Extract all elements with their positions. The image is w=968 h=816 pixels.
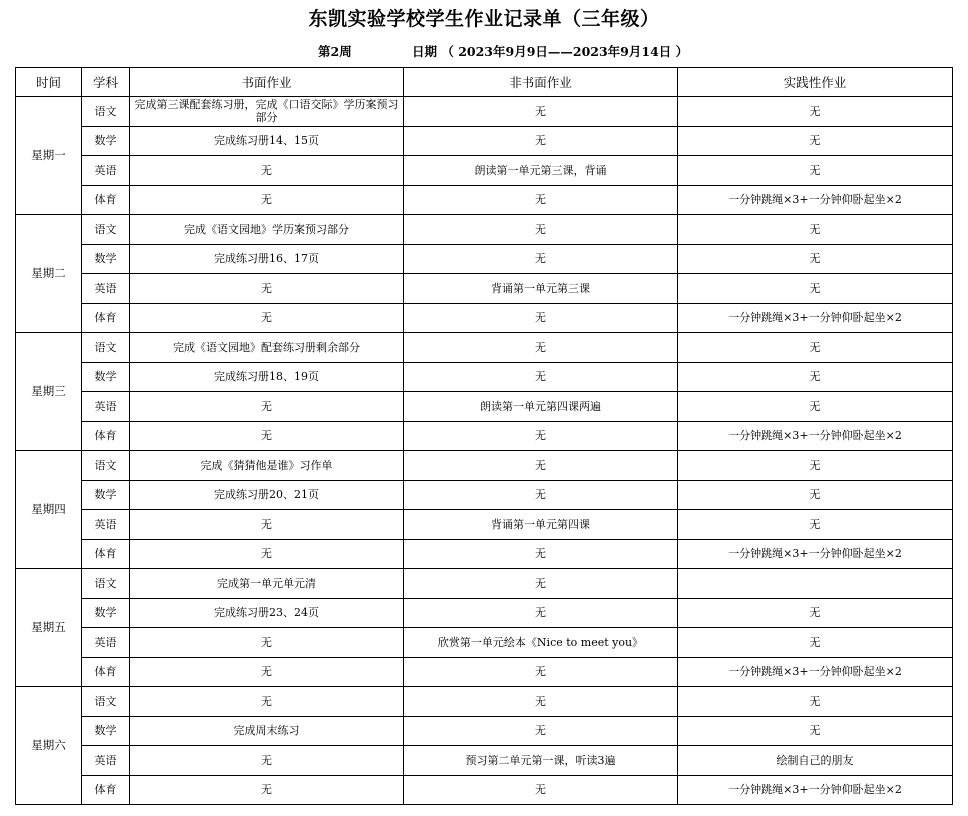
written-cell: 完成《语文园地》配套练习册剩余部分 — [130, 333, 404, 363]
table-row — [16, 569, 953, 599]
table-header-row — [16, 68, 953, 97]
non-written-cell: 朗读第一单元第三课，背诵 — [404, 156, 678, 186]
table-row — [16, 775, 953, 805]
day-cell: 星期六 — [16, 687, 82, 805]
non-written-cell: 朗读第一单元第四课两遍 — [404, 392, 678, 422]
table-row — [16, 628, 953, 658]
table-row — [16, 303, 953, 333]
header-non-written: 非书面作业 — [404, 68, 678, 97]
practice-cell: 无 — [678, 333, 953, 363]
subject-cell: 语文 — [82, 215, 130, 245]
practice-cell: 无 — [678, 215, 953, 245]
written-cell: 完成练习册14、15页 — [130, 126, 404, 156]
subject-cell: 数学 — [82, 244, 130, 274]
table-row — [16, 598, 953, 628]
non-written-cell: 预习第二单元第一课，听读3遍 — [404, 746, 678, 776]
non-written-cell: 无 — [404, 716, 678, 746]
written-cell: 无 — [130, 746, 404, 776]
table-row — [16, 185, 953, 215]
subject-cell: 语文 — [82, 97, 130, 127]
day-cell: 星期四 — [16, 451, 82, 569]
non-written-cell: 无 — [404, 126, 678, 156]
subject-cell: 英语 — [82, 392, 130, 422]
subject-cell: 数学 — [82, 598, 130, 628]
subject-cell: 体育 — [82, 185, 130, 215]
non-written-cell: 无 — [404, 451, 678, 481]
practice-cell: 一分钟跳绳×3+一分钟仰卧起坐×2 — [678, 421, 953, 451]
day-cell: 星期二 — [16, 215, 82, 333]
subject-cell: 数学 — [82, 362, 130, 392]
week-label: 第2周 — [318, 44, 352, 59]
table-row — [16, 716, 953, 746]
non-written-cell: 无 — [404, 362, 678, 392]
subject-cell: 语文 — [82, 451, 130, 481]
practice-cell: 无 — [678, 628, 953, 658]
subject-cell: 英语 — [82, 746, 130, 776]
written-cell: 无 — [130, 628, 404, 658]
non-written-cell: 无 — [404, 480, 678, 510]
practice-cell: 无 — [678, 598, 953, 628]
table-row — [16, 333, 953, 363]
practice-cell: 无 — [678, 716, 953, 746]
practice-cell: 无 — [678, 274, 953, 304]
page-title: 东凯实验学校学生作业记录单（三年级） — [308, 8, 660, 30]
table-row — [16, 746, 953, 776]
subject-cell: 英语 — [82, 628, 130, 658]
written-cell: 无 — [130, 185, 404, 215]
table-row — [16, 215, 953, 245]
written-cell: 完成《猜猜他是谁》习作单 — [130, 451, 404, 481]
table-row — [16, 480, 953, 510]
written-cell: 完成周末练习 — [130, 716, 404, 746]
header-written: 书面作业 — [130, 68, 404, 97]
practice-cell: 无 — [678, 244, 953, 274]
table-row — [16, 657, 953, 687]
subject-cell: 体育 — [82, 421, 130, 451]
written-cell: 完成《语文园地》学历案预习部分 — [130, 215, 404, 245]
day-cell: 星期一 — [16, 97, 82, 215]
non-written-cell: 无 — [404, 244, 678, 274]
subject-cell: 英语 — [82, 274, 130, 304]
practice-cell: 一分钟跳绳×3+一分钟仰卧起坐×2 — [678, 185, 953, 215]
subject-cell: 体育 — [82, 303, 130, 333]
non-written-cell: 无 — [404, 421, 678, 451]
table-row — [16, 687, 953, 717]
non-written-cell: 无 — [404, 687, 678, 717]
practice-cell: 绘制自己的朋友 — [678, 746, 953, 776]
subject-cell: 语文 — [82, 687, 130, 717]
non-written-cell: 无 — [404, 598, 678, 628]
written-cell: 无 — [130, 539, 404, 569]
homework-table — [15, 67, 953, 805]
table-row — [16, 510, 953, 540]
written-cell: 完成练习册23、24页 — [130, 598, 404, 628]
subject-cell: 语文 — [82, 569, 130, 599]
non-written-cell: 无 — [404, 215, 678, 245]
practice-cell: 无 — [678, 687, 953, 717]
subject-cell: 数学 — [82, 480, 130, 510]
written-cell: 无 — [130, 657, 404, 687]
written-cell: 无 — [130, 156, 404, 186]
written-cell: 无 — [130, 775, 404, 805]
practice-cell: 无 — [678, 362, 953, 392]
practice-cell: 无 — [678, 126, 953, 156]
practice-cell: 一分钟跳绳×3+一分钟仰卧起坐×2 — [678, 539, 953, 569]
table-row — [16, 126, 953, 156]
day-cell: 星期五 — [16, 569, 82, 687]
table-row — [16, 244, 953, 274]
practice-cell: 一分钟跳绳×3+一分钟仰卧起坐×2 — [678, 775, 953, 805]
practice-cell — [678, 569, 953, 599]
practice-cell: 无 — [678, 480, 953, 510]
written-cell: 无 — [130, 687, 404, 717]
non-written-cell: 无 — [404, 569, 678, 599]
written-cell: 无 — [130, 392, 404, 422]
table-row — [16, 156, 953, 186]
subject-cell: 体育 — [82, 657, 130, 687]
table-row — [16, 362, 953, 392]
practice-cell: 一分钟跳绳×3+一分钟仰卧起坐×2 — [678, 303, 953, 333]
written-cell: 无 — [130, 421, 404, 451]
subject-cell: 数学 — [82, 126, 130, 156]
non-written-cell: 无 — [404, 657, 678, 687]
practice-cell: 无 — [678, 510, 953, 540]
subject-cell: 数学 — [82, 716, 130, 746]
subject-cell: 英语 — [82, 156, 130, 186]
practice-cell: 无 — [678, 392, 953, 422]
non-written-cell: 无 — [404, 303, 678, 333]
written-cell: 无 — [130, 303, 404, 333]
non-written-cell: 背诵第一单元第四课 — [404, 510, 678, 540]
table-row — [16, 421, 953, 451]
subject-cell: 体育 — [82, 539, 130, 569]
practice-cell: 无 — [678, 97, 953, 127]
table-body — [16, 97, 953, 805]
practice-cell: 无 — [678, 156, 953, 186]
subject-cell: 英语 — [82, 510, 130, 540]
written-cell: 完成第一单元单元清 — [130, 569, 404, 599]
subject-cell: 语文 — [82, 333, 130, 363]
non-written-cell: 无 — [404, 539, 678, 569]
non-written-cell: 无 — [404, 97, 678, 127]
table-row — [16, 451, 953, 481]
written-cell: 完成练习册16、17页 — [130, 244, 404, 274]
non-written-cell: 背诵第一单元第三课 — [404, 274, 678, 304]
written-cell: 完成练习册20、21页 — [130, 480, 404, 510]
non-written-cell: 无 — [404, 185, 678, 215]
table-row — [16, 392, 953, 422]
practice-cell: 一分钟跳绳×3+一分钟仰卧起坐×2 — [678, 657, 953, 687]
table-row — [16, 274, 953, 304]
header-subject: 学科 — [82, 68, 130, 97]
non-written-cell: 欣赏第一单元绘本《Nice to meet you》 — [404, 628, 678, 658]
written-cell: 完成练习册18、19页 — [130, 362, 404, 392]
non-written-cell: 无 — [404, 333, 678, 363]
header-time: 时间 — [16, 68, 82, 97]
day-cell: 星期三 — [16, 333, 82, 451]
table-row — [16, 539, 953, 569]
written-cell: 完成第三课配套练习册，完成《口语交际》学历案预习部分 — [130, 97, 404, 127]
subject-cell: 体育 — [82, 775, 130, 805]
written-cell: 无 — [130, 510, 404, 540]
header-practice: 实践性作业 — [678, 68, 953, 97]
date-range: 日期 （ 2023年9月9日——2023年9月14日 ） — [412, 44, 689, 59]
practice-cell: 无 — [678, 451, 953, 481]
table-row — [16, 97, 953, 127]
written-cell: 无 — [130, 274, 404, 304]
non-written-cell: 无 — [404, 775, 678, 805]
